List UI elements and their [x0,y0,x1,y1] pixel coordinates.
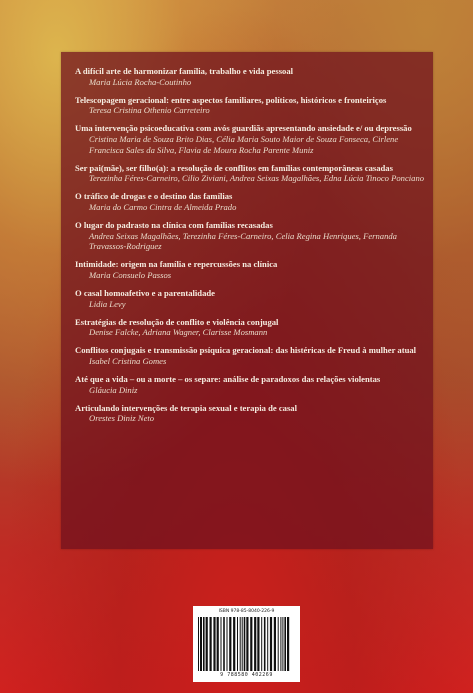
entry-authors: Lidia Levy [89,298,126,309]
entry-authors: Andrea Seixas Magalhães, Terezinha Féres-Carneiro, Celia Regina Henriques, Fernanda Travassos-Rodriguez [89,230,397,252]
toc-entry [75,288,425,309]
entry-authors: Denise Falcke, Adriana Wagner, Clarisse Mosmann [89,327,268,338]
entry-authors: Maria Consuelo Passos [89,269,172,280]
toc-entry [75,317,425,338]
entry-title: Estratégias de resolução de conflito e violência conjugal [75,316,279,327]
toc-entry [75,403,425,424]
isbn-text: ISBN 978-85-8040-226-9 [218,609,275,614]
entry-title: Uma intervenção psicoeducativa com avós guardiãs apresentando ansiedade e/ ou depressão [75,123,412,134]
entry-title: O casal homoafetivo e a parentalidade [75,288,215,298]
entry-title: Ser pai(mãe), ser filho(a): a resolução de conflitos em famílias contemporâneas casadas [75,162,393,173]
entry-authors: Teresa Cristina Othenio Carreteiro [89,105,210,116]
toc-entry [75,259,425,280]
barcode-digits: 9 788580 402269 [220,672,273,678]
entry-title: Intimidade: origem na família e repercussões na clínica [75,259,278,270]
entry-authors: Gláucia Diniz [89,384,138,395]
toc-entry [75,374,425,395]
toc-entry [75,95,425,116]
entry-authors: Cristina Maria de Souza Brito Dias, Célia Maria Souto Maior de Souza Fonseca, Cirlene Francisca Sales da Silva, Flavia de Moura Rocha Parente Muniz [89,133,399,155]
entry-title: Conflitos conjugais e transmissão psíquica geracional: das histéricas de Freud à mulher atual [75,345,417,356]
entry-authors: Terezinha Féres-Carneiro, Cilio Ziviani, Andrea Seixas Magalhães, Edna Lúcia Tinoco Ponciano [89,173,425,184]
entry-authors: Maria do Carmo Cintra de Almeida Prado [89,201,237,212]
toc-entry [75,163,425,184]
entry-title: Telescopagem geracional: entre aspectos familiares, políticos, históricos e fronteiriços [75,94,387,105]
barcode-bars [198,617,295,671]
entry-authors: Maria Lúcia Rocha-Coutinho [89,76,192,87]
toc-entry [75,220,425,252]
toc-entry [75,345,425,366]
toc-entry [75,191,425,212]
entry-title: A difícil arte de harmonizar família, trabalho e vida pessoal [75,66,294,76]
entry-authors: Orestes Diniz Neto [89,413,155,424]
entry-authors: Isabel Cristina Gomes [89,355,167,366]
entry-title: Até que a vida – ou a morte – os separe: análise de paradoxos das relações violentas [75,374,381,385]
table-of-contents [75,66,425,431]
entry-title: O tráfico de drogas e o destino das famílias [75,191,233,202]
toc-entry [75,66,425,87]
toc-entry [75,123,425,155]
isbn-barcode [193,606,300,682]
entry-title: Articulando intervenções de terapia sexual e terapia de casal [75,402,297,413]
entry-title: O lugar do padrasto na clínica com famílias recasadas [75,220,273,231]
